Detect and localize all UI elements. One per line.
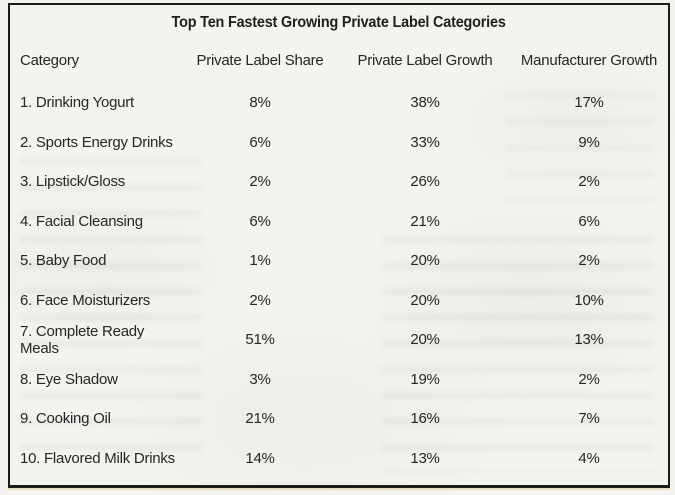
cell-manufacturer-growth: 13% bbox=[574, 331, 604, 349]
table-row bbox=[10, 360, 668, 400]
cell-category: 9. Cooking Oil bbox=[20, 410, 111, 428]
cell-manufacturer-growth: 2% bbox=[578, 173, 600, 191]
cell-private-label-share: 6% bbox=[249, 133, 271, 151]
cell-category: 5. Baby Food bbox=[20, 252, 107, 270]
cell-private-label-growth: 21% bbox=[410, 212, 440, 230]
cell-private-label-share: 51% bbox=[245, 331, 275, 349]
table-row bbox=[10, 399, 668, 439]
cell-private-label-share: 2% bbox=[249, 291, 271, 309]
cell-category: 4. Facial Cleansing bbox=[20, 212, 143, 230]
table-row bbox=[10, 123, 668, 163]
cell-private-label-growth: 13% bbox=[410, 449, 440, 467]
table-title-text: Top Ten Fastest Growing Private Label Categories bbox=[171, 14, 507, 31]
table-row bbox=[10, 202, 668, 242]
table-title bbox=[10, 5, 668, 45]
column-header-manufacturer-growth: Manufacturer Growth bbox=[520, 51, 658, 69]
cell-manufacturer-growth: 4% bbox=[578, 449, 600, 467]
cell-private-label-share: 21% bbox=[245, 410, 275, 428]
table-row bbox=[10, 320, 668, 360]
cell-private-label-growth: 38% bbox=[410, 94, 440, 112]
cell-private-label-growth: 20% bbox=[410, 291, 440, 309]
cell-manufacturer-growth: 17% bbox=[574, 94, 604, 112]
column-header-private-label-growth: Private Label Growth bbox=[357, 51, 493, 69]
cell-category: 8. Eye Shadow bbox=[20, 370, 118, 388]
table-row bbox=[10, 83, 668, 123]
cell-manufacturer-growth: 2% bbox=[578, 252, 600, 270]
cell-private-label-share: 2% bbox=[249, 173, 271, 191]
table-row bbox=[10, 439, 668, 479]
cell-category: 7. Complete Ready Meals bbox=[20, 322, 145, 357]
cell-private-label-growth: 20% bbox=[410, 252, 440, 270]
cell-private-label-growth: 16% bbox=[410, 410, 440, 428]
cell-manufacturer-growth: 10% bbox=[574, 291, 604, 309]
column-header-category: Category bbox=[20, 51, 79, 69]
table-row bbox=[10, 241, 668, 281]
cell-category: 10. Flavored Milk Drinks bbox=[20, 449, 175, 467]
cell-private-label-share: 3% bbox=[249, 370, 271, 388]
cell-private-label-share: 8% bbox=[249, 94, 271, 112]
cell-private-label-growth: 26% bbox=[410, 173, 440, 191]
cell-private-label-share: 14% bbox=[245, 449, 275, 467]
cell-category: 1. Drinking Yogurt bbox=[20, 94, 134, 112]
cell-private-label-growth: 33% bbox=[410, 133, 440, 151]
cell-private-label-share: 6% bbox=[249, 212, 271, 230]
table-frame bbox=[8, 3, 670, 488]
cell-private-label-growth: 20% bbox=[410, 331, 440, 349]
cell-category: 6. Face Moisturizers bbox=[20, 291, 151, 309]
column-header-private-label-share: Private Label Share bbox=[196, 51, 324, 69]
table-row bbox=[10, 162, 668, 202]
cell-category: 3. Lipstick/Gloss bbox=[20, 173, 125, 191]
table-body bbox=[10, 83, 668, 478]
table-header-row bbox=[10, 45, 668, 75]
cell-private-label-share: 1% bbox=[249, 252, 271, 270]
table-row bbox=[10, 281, 668, 321]
cell-manufacturer-growth: 2% bbox=[578, 370, 600, 388]
cell-manufacturer-growth: 7% bbox=[578, 410, 600, 428]
cell-private-label-growth: 19% bbox=[410, 370, 440, 388]
cell-category: 2. Sports Energy Drinks bbox=[20, 133, 173, 151]
cell-manufacturer-growth: 6% bbox=[578, 212, 600, 230]
cell-manufacturer-growth: 9% bbox=[578, 133, 600, 151]
